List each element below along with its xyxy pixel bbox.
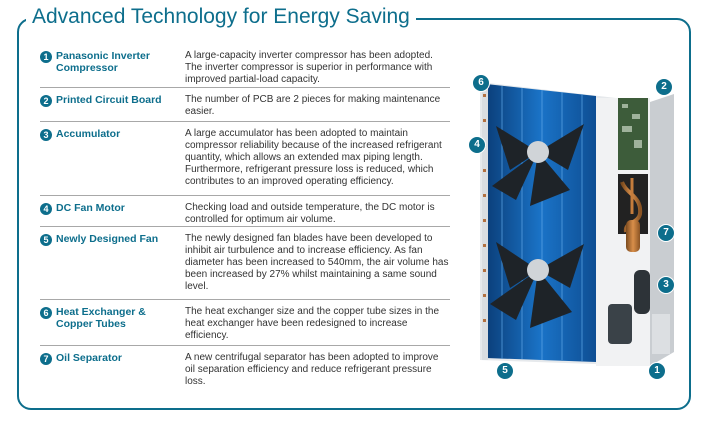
feature-list <box>40 44 450 390</box>
feature-name: Panasonic Inverter Compressor <box>56 50 150 74</box>
feature-row <box>40 88 450 122</box>
feature-name: Oil Separator <box>56 352 122 364</box>
feature-name: Accumulator <box>56 128 121 140</box>
number-badge: 1 <box>40 51 52 63</box>
feature-description: Checking load and outside temperature, the DC motor is controlled for optimum air volume. <box>185 202 435 225</box>
number-badge: 2 <box>40 95 52 107</box>
feature-description: The number of PCB are 2 pieces for making maintenance easier. <box>185 94 441 117</box>
feature-description: The newly designed fan blades have been developed to inhibit air turbulence and to increase efficiency. As fan diameter has been increased to 540mm, the air volume has been increased by 27% whilst maintaining a same sound level. <box>185 233 449 292</box>
callout-marker: 3 <box>657 276 675 294</box>
outdoor-unit-cutaway <box>472 74 682 390</box>
callout-marker: 2 <box>655 78 673 96</box>
number-badge: 4 <box>40 203 52 215</box>
feature-row <box>40 227 450 300</box>
page-title: Advanced Technology for Energy Saving <box>26 4 416 30</box>
feature-description: A large-capacity inverter compressor has been adopted. The inverter compressor is superior in performance with improved partial-load capacity. <box>185 50 433 85</box>
feature-name: Heat Exchanger & Copper Tubes <box>56 306 146 330</box>
feature-row <box>40 122 450 196</box>
callout-marker: 5 <box>496 362 514 380</box>
outdoor-unit-illustration <box>472 74 682 390</box>
callout-marker: 6 <box>472 74 490 92</box>
callout-marker: 1 <box>648 362 666 380</box>
feature-name: Newly Designed Fan <box>56 233 159 245</box>
feature-row <box>40 44 450 88</box>
feature-description: A large accumulator has been adopted to maintain compressor reliability because of the increased refrigerant quantity, which allows an extended max piping length. Furthermore, refrigerant pressure loss is reduced, which contributes to an improved operating efficiency. <box>185 128 442 187</box>
feature-name: Printed Circuit Board <box>56 94 162 106</box>
callout-marker: 7 <box>657 224 675 242</box>
feature-row <box>40 196 450 227</box>
number-badge: 7 <box>40 353 52 365</box>
feature-row <box>40 346 450 390</box>
feature-description: A new centrifugal separator has been adopted to improve oil separation efficiency and reduce refrigerant pressure loss. <box>185 352 439 387</box>
number-badge: 3 <box>40 129 52 141</box>
feature-description: The heat exchanger size and the copper tube sizes in the heat exchanger have been redesigned to increase efficiency. <box>185 306 440 341</box>
feature-name: DC Fan Motor <box>56 202 125 214</box>
feature-row <box>40 300 450 346</box>
callout-marker: 4 <box>468 136 486 154</box>
number-badge: 5 <box>40 234 52 246</box>
number-badge: 6 <box>40 307 52 319</box>
